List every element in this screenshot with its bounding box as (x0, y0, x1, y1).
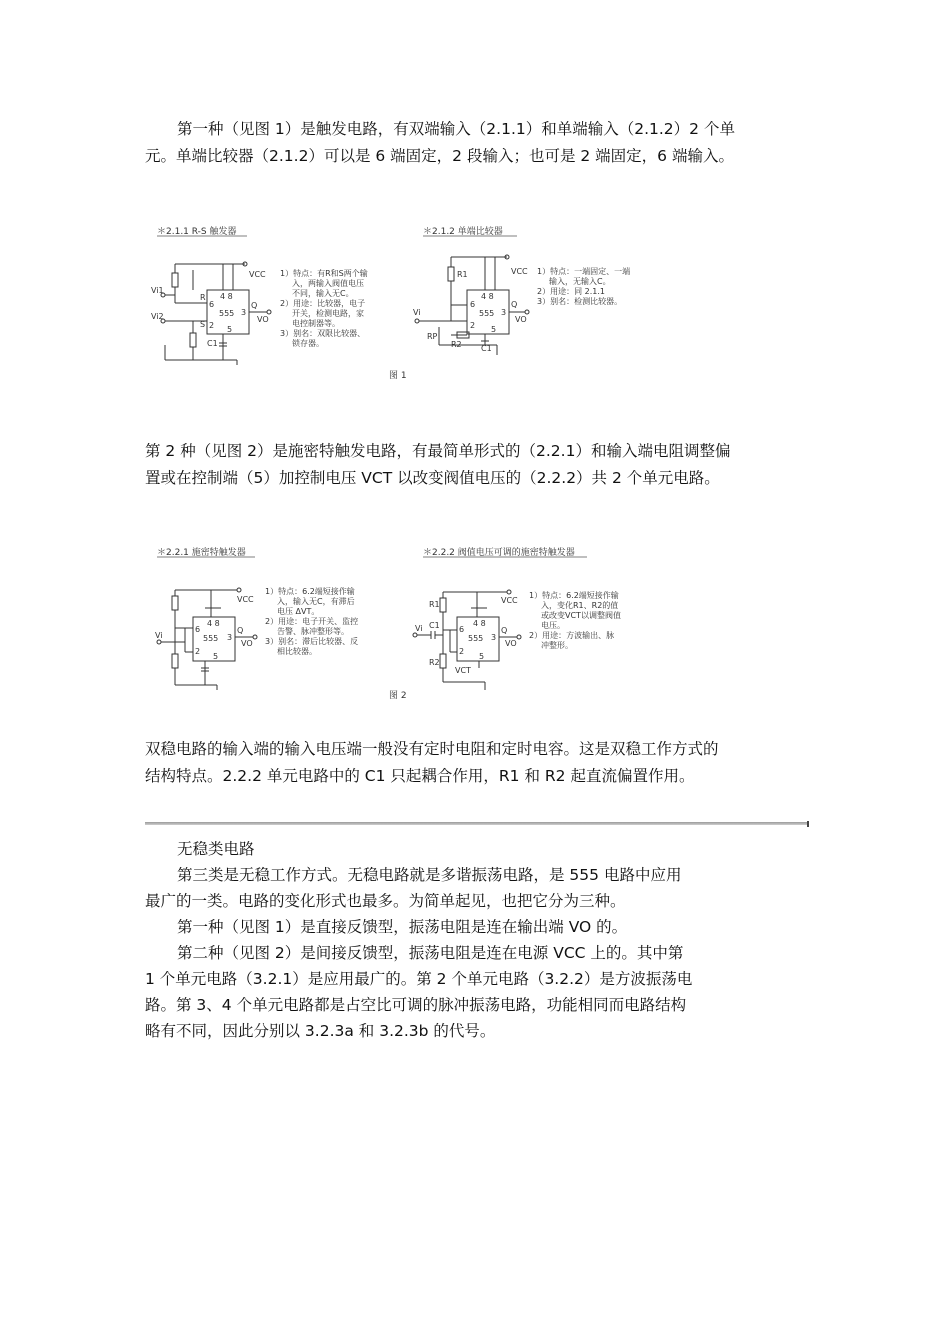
svg-text:1）特点：有R和S两个输: 1）特点：有R和S两个输 (280, 269, 368, 278)
text-line: 双稳电路的输入端的输入电压端一般没有定时电阻和定时电容。这是双稳工作方式的 (145, 740, 719, 758)
text-line: 1 个单元电路（3.2.1）是应用最广的。第 2 个单元电路（3.2.2）是方波振荡电 (145, 970, 693, 988)
pin-label: 3 (491, 633, 497, 642)
c1-label: C1 (481, 344, 492, 353)
vi-label: Vi (413, 308, 421, 317)
section-heading: 无稳类电路 (177, 840, 255, 858)
vo-label: VO (241, 639, 253, 648)
figure-caption: 图 2 (389, 691, 407, 701)
svg-text:相比较器。: 相比较器。 (277, 647, 317, 656)
svg-text:入，两输入阀值电压: 入，两输入阀值电压 (292, 279, 364, 288)
svg-text:2）用途：比较器，电子: 2）用途：比较器，电子 (280, 299, 366, 308)
vi-label: Vi (415, 624, 423, 633)
figure-2 (145, 540, 621, 710)
pin-label: 5 (227, 325, 233, 334)
q-label: Q (501, 626, 508, 635)
c1-label: C1 (429, 621, 440, 630)
circuit-title: ＊2.1.1 R-S 触发器 (157, 227, 237, 237)
svg-text:开关，检测电路，家: 开关，检测电路，家 (292, 309, 364, 318)
paragraph-2 (145, 438, 785, 492)
horizontal-rule (145, 822, 807, 825)
svg-text:3）别名：双限比较器、: 3）别名：双限比较器、 (280, 329, 366, 338)
svg-text:入，输入无C，有滞后: 入，输入无C，有滞后 (277, 597, 355, 606)
vo-label: VO (257, 315, 269, 324)
chip-555: 555 (219, 309, 235, 318)
s-label: S (200, 320, 206, 329)
vi2-label: Vi2 (151, 312, 164, 321)
pin-label: 3 (227, 633, 233, 642)
text-line: 置或在控制端（5）加控制电压 VCT 以改变阀值电压的（2.2.2）共 2 个单元电路。 (145, 469, 720, 487)
svg-text:电控制器等。: 电控制器等。 (292, 319, 340, 328)
svg-text:电压 ΔVT。: 电压 ΔVT。 (277, 607, 320, 616)
pin-label: 2 (470, 321, 476, 330)
vcc-label: VCC (237, 595, 254, 604)
paragraph-1 (145, 116, 785, 170)
svg-text:2）用途：方波输出、脉: 2）用途：方波输出、脉 (529, 631, 615, 640)
r1-label: R1 (429, 600, 440, 609)
pin-label: 4 8 (207, 619, 220, 628)
c1-label: C1 (207, 339, 218, 348)
svg-text:3）别名：检测比较器。: 3）别名：检测比较器。 (537, 297, 623, 306)
pin-label: 6 (459, 625, 465, 634)
vcc-label: VCC (249, 270, 266, 279)
vi1-label: Vi1 (151, 286, 164, 295)
vcc-label: VCC (501, 596, 518, 605)
r-label: R (200, 293, 206, 302)
svg-text:2）用途：同 2.1.1: 2）用途：同 2.1.1 (537, 287, 605, 296)
text-line: 第三类是无稳工作方式。无稳电路就是多谐振荡电路，是 555 电路中应用 (177, 866, 682, 884)
vcc-label: VCC (511, 267, 528, 276)
text-line: 第一种（见图 1）是触发电路，有双端输入（2.1.1）和单端输入（2.1.2）2 个单 (177, 120, 735, 138)
text-line: 第二种（见图 2）是间接反馈型，振荡电阻是连在电源 VCC 上的。其中第 (177, 944, 684, 962)
circuit-title: ＊2.2.2 阀值电压可调的施密特触发器 (423, 548, 575, 558)
r2-label: R2 (451, 340, 462, 349)
svg-text:3）别名：滞后比较器、反: 3）别名：滞后比较器、反 (265, 637, 359, 646)
circuit-2-1-1 (145, 215, 631, 390)
rp-label: RP (427, 332, 438, 341)
circuit-title: ＊2.2.1 施密特触发器 (157, 548, 246, 558)
pin-label: 3 (501, 308, 507, 317)
vo-label: VO (515, 315, 527, 324)
pin-label: 2 (209, 321, 215, 330)
text-line: 结构特点。2.2.2 单元电路中的 C1 只起耦合作用，R1 和 R2 起直流偏置作用。 (145, 767, 695, 785)
pin-label: 6 (209, 300, 215, 309)
chip-555: 555 (468, 634, 484, 643)
circuit-notes (265, 586, 358, 656)
pin-label: 2 (195, 647, 201, 656)
figure-1 (145, 215, 631, 390)
section-astable (145, 836, 785, 1044)
circuit-notes (280, 268, 368, 348)
chip-555: 555 (203, 634, 219, 643)
r1-label: R1 (457, 270, 468, 279)
svg-text:锁存器。: 锁存器。 (292, 339, 324, 348)
pin-label: 6 (195, 625, 201, 634)
svg-text:1）特点：6.2端短接作输: 1）特点：6.2端短接作输 (265, 587, 355, 596)
text-line: 路。第 3、4 个单元电路都是占空比可调的脉冲振荡电路，功能相同而电路结构 (145, 996, 687, 1014)
svg-text:或改变VCT以调整阀值: 或改变VCT以调整阀值 (541, 611, 621, 620)
paragraph-3 (145, 736, 785, 790)
pin-label: 6 (470, 300, 476, 309)
r2-label: R2 (429, 658, 440, 667)
pin-label: 4 8 (481, 292, 494, 301)
figure-caption: 图 1 (389, 371, 407, 381)
pin-label: 5 (479, 652, 485, 661)
vi-label: Vi (155, 631, 163, 640)
circuit-notes (537, 266, 630, 306)
svg-text:电压。: 电压。 (541, 621, 565, 630)
circuit-title: ＊2.1.2 单端比较器 (423, 227, 503, 237)
svg-text:入，变化R1、R2的值: 入，变化R1、R2的值 (541, 601, 619, 610)
svg-text:2）用途：电子开关、监控: 2）用途：电子开关、监控 (265, 617, 359, 626)
text-line: 第一种（见图 1）是直接反馈型，振荡电阻是连在输出端 VO 的。 (177, 918, 628, 936)
svg-text:冲整形。: 冲整形。 (541, 641, 573, 650)
circuit-2-2-1 (145, 540, 621, 710)
pin-label: 4 8 (473, 619, 486, 628)
text-line: 第 2 种（见图 2）是施密特触发电路，有最简单形式的（2.2.1）和输入端电阻调整偏 (145, 442, 731, 460)
q-label: Q (511, 300, 518, 309)
svg-text:1）特点：一端固定、一端: 1）特点：一端固定、一端 (537, 267, 631, 276)
circuit-notes (529, 590, 621, 650)
vct-label: VCT (455, 666, 471, 675)
pin-label: 3 (241, 308, 247, 317)
pin-label: 2 (459, 647, 465, 656)
text-line: 元。单端比较器（2.1.2）可以是 6 端固定，2 段输入；也可是 2 端固定，6 端输入。 (145, 147, 734, 165)
svg-text:告警、脉冲整形等。: 告警、脉冲整形等。 (277, 627, 349, 636)
pin-label: 4 8 (220, 292, 233, 301)
svg-text:输入，无输入C。: 输入，无输入C。 (549, 277, 611, 286)
vo-label: VO (505, 639, 517, 648)
q-label: Q (251, 301, 258, 310)
q-label: Q (237, 626, 244, 635)
text-line: 最广的一类。电路的变化形式也最多。为简单起见，也把它分为三种。 (145, 892, 626, 910)
text-line: 略有不同，因此分别以 3.2.3a 和 3.2.3b 的代号。 (145, 1022, 496, 1040)
pin-label: 5 (213, 652, 219, 661)
svg-text:1）特点：6.2端短接作输: 1）特点：6.2端短接作输 (529, 591, 619, 600)
chip-555: 555 (479, 309, 495, 318)
pin-label: 5 (491, 325, 497, 334)
svg-text:不同，输入无C。: 不同，输入无C。 (292, 289, 354, 298)
